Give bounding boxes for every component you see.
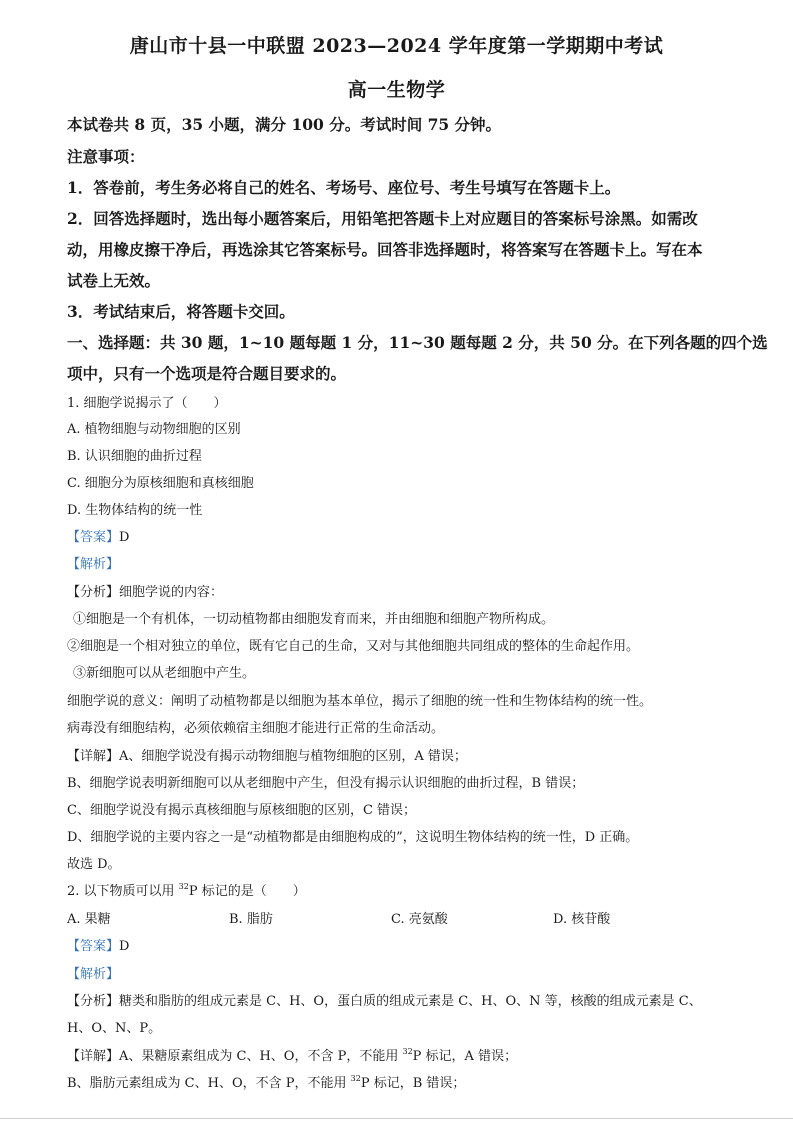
q2-analysis-label: 【解析】 — [67, 967, 120, 982]
q2-detail-b — [67, 1072, 465, 1091]
q2-detail-b-isotope: 32 — [350, 1074, 361, 1083]
q1-option-b: B. 认识细胞的曲折过程 — [67, 449, 202, 464]
q1-stem: 1. 细胞学说揭示了（ ） — [67, 396, 227, 411]
q1-option-d: D. 生物体结构的统一性 — [67, 503, 203, 518]
q2-option-c: C. 亮氨酸 — [391, 912, 448, 927]
q1-detail-c: C、细胞学说没有揭示真核细胞与原核细胞的区别，C 错误； — [67, 803, 417, 818]
q2-answer-value: D — [119, 939, 130, 954]
q2-isotope-mass: 32 — [178, 882, 189, 891]
q2-detail-a-isotope: 32 — [402, 1047, 413, 1056]
q2-stem-text: 2. 以下物质可以用 — [67, 884, 179, 899]
q2-option-b: B. 脂肪 — [229, 912, 273, 927]
q1-point-3: ③新细胞可以从老细胞中产生。 — [73, 666, 256, 681]
q1-answer — [67, 526, 129, 545]
q2-detail-a — [67, 1045, 517, 1064]
q2-answer — [67, 935, 129, 954]
q1-detail-a: 【详解】A、细胞学说没有揭示动物细胞与植物细胞的区别，A 错误； — [67, 749, 467, 764]
q2-stem-tail: P 标记的是（ ） — [188, 884, 306, 899]
q2-detail-b-text: B、脂肪元素组成为 C、H、O，不含 P，不能用 — [67, 1076, 351, 1091]
q1-option-a: A. 植物细胞与动物细胞的区别 — [67, 422, 241, 437]
q2-detail-a-tail: P 标记，A 错误； — [412, 1049, 518, 1064]
exam-title: 唐山市十县一中联盟 2023—2024 学年度第一学期期中考试 — [129, 35, 664, 57]
q2-detail-a-text: 【详解】A、果糖原素组成为 C、H、O，不含 P，不能用 — [67, 1049, 403, 1064]
q2-detail-b-tail: P 标记，B 错误； — [360, 1076, 466, 1091]
notice-title: 注意事项： — [67, 147, 145, 166]
subject-title: 高一生物学 — [347, 79, 446, 101]
q2-answer-label: 【答案】 — [67, 939, 120, 954]
q1-conclusion: 故选 D。 — [67, 857, 121, 872]
page-bottom-divider — [0, 1118, 793, 1119]
notice-item-3: 3．考试结束后，将答题卡交回。 — [67, 302, 295, 321]
q1-point-1: ①细胞是一个有机体，一切动植物都由细胞发育而来，并由细胞和细胞产物所构成。 — [73, 612, 555, 627]
section-1-heading-line-1: 一、选择题：共 30 题，1~10 题每题 1 分，11~30 题每题 2 分，共 50 分。在下列各题的四个选 — [67, 333, 768, 352]
q1-detail-d: D、细胞学说的主要内容之一是“动植物都是由细胞构成的”，这说明生物体结构的统一性，D 正确。 — [67, 830, 639, 845]
section-1-heading-line-2: 项中，只有一个选项是符合题目要求的。 — [67, 364, 347, 383]
q1-answer-label: 【答案】 — [67, 530, 120, 545]
q1-analysis-head: 【分析】细胞学说的内容： — [67, 585, 224, 600]
q1-meaning: 细胞学说的意义：阐明了动植物都是以细胞为基本单位，揭示了细胞的统一性和生物体结构的统一性。 — [67, 694, 653, 709]
q1-point-2: ②细胞是一个相对独立的单位，既有它自己的生命，又对与其他细胞共同组成的整体的生命起作用。 — [67, 639, 640, 654]
q1-detail-b: B、细胞学说表明新细胞可以从老细胞中产生，但没有揭示认识细胞的曲折过程，B 错误； — [67, 776, 585, 791]
q2-analysis-line-2: H、O、N、P。 — [67, 1021, 162, 1036]
notice-item-2-line-1: 2．回答选择题时，选出每小题答案后，用铅笔把答题卡上对应题目的答案标号涂黑。如需改 — [67, 209, 698, 228]
notice-item-2-line-3: 试卷上无效。 — [67, 271, 161, 290]
exam-summary: 本试卷共 8 页，35 小题，满分 100 分。考试时间 75 分钟。 — [67, 115, 502, 134]
q2-option-d: D. 核苷酸 — [553, 912, 611, 927]
q1-analysis-label: 【解析】 — [67, 557, 120, 572]
notice-item-2-line-2: 动，用橡皮擦干净后，再选涂其它答案标号。回答非选择题时，将答案写在答题卡上。写在本 — [67, 240, 703, 259]
q2-stem — [67, 880, 306, 899]
q1-answer-value: D — [119, 530, 130, 545]
q2-option-a: A. 果糖 — [67, 912, 111, 927]
q1-option-c: C. 细胞分为原核细胞和真核细胞 — [67, 476, 254, 491]
q1-virus-note: 病毒没有细胞结构，必须依赖宿主细胞才能进行正常的生命活动。 — [67, 721, 445, 736]
notice-item-1: 1．答卷前，考生务必将自己的姓名、考场号、座位号、考生号填写在答题卡上。 — [67, 178, 621, 197]
q2-analysis-line-1: 【分析】糖类和脂肪的组成元素是 C、H、O，蛋白质的组成元素是 C、H、O、N 等，核酸的组成元素是 C、 — [67, 994, 702, 1009]
